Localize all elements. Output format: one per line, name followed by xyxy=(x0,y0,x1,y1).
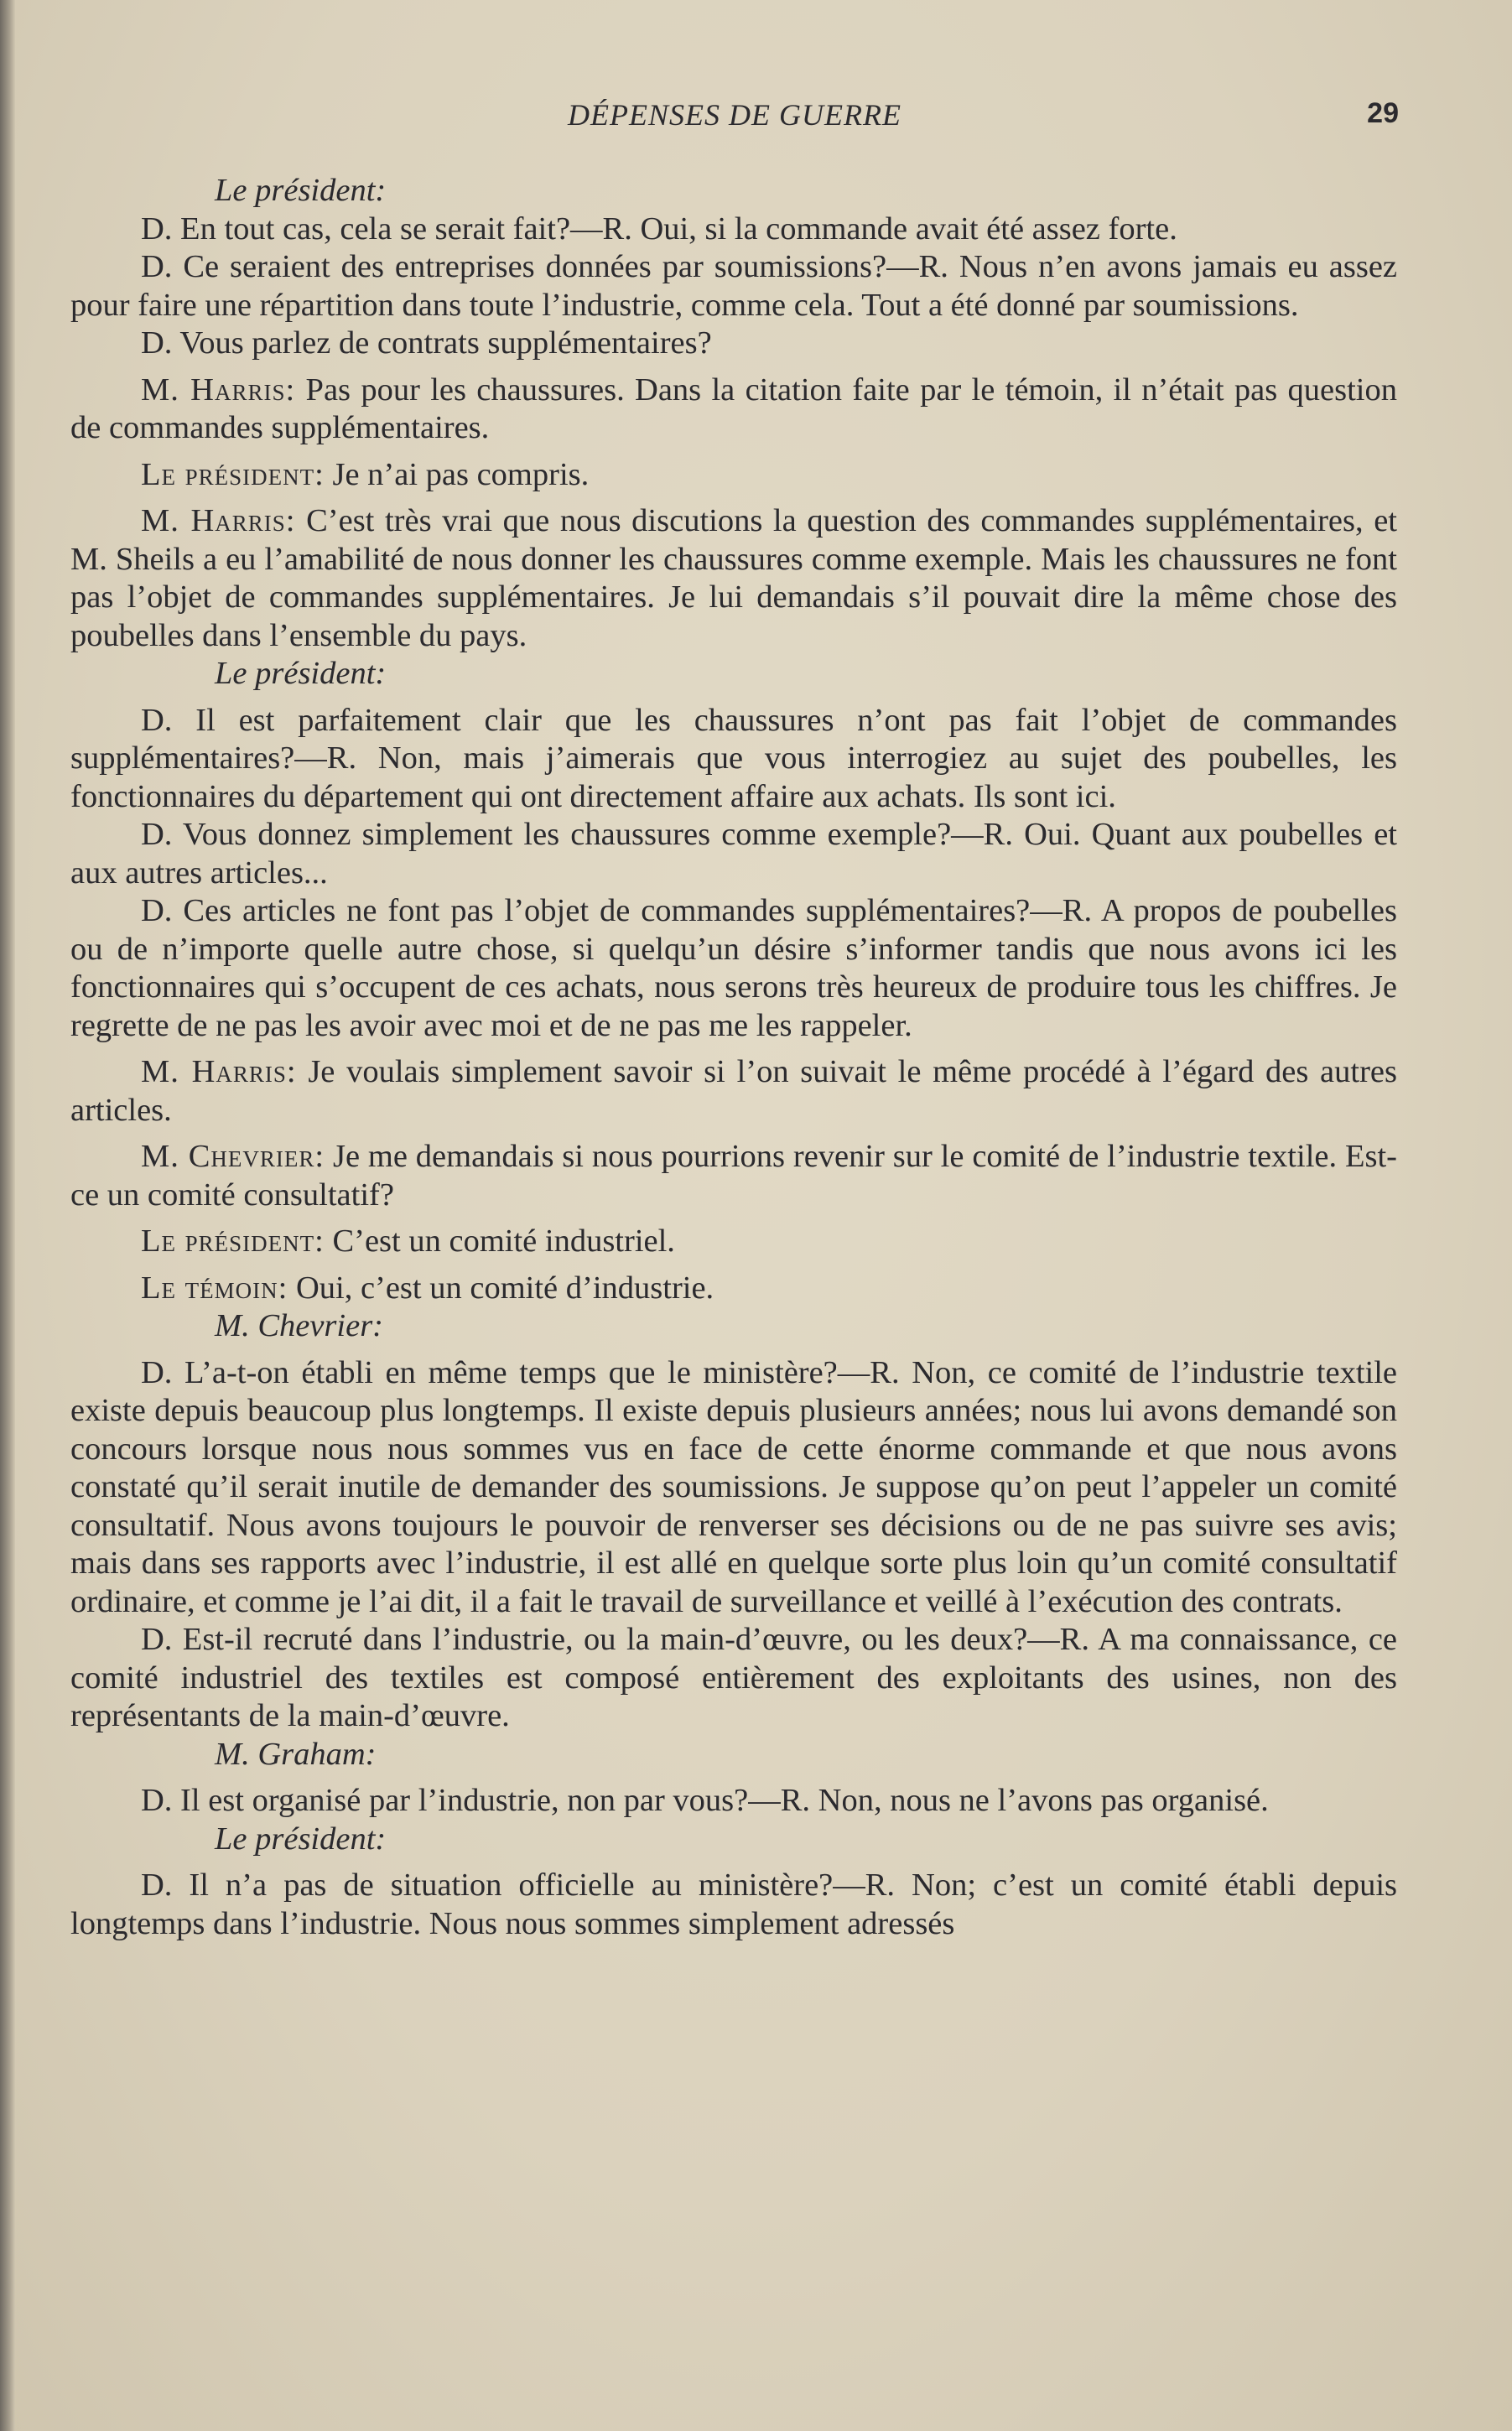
paragraph: D. Est-il recruté dans l’industrie, ou la main-d’œuvre, ou les deux?—R. A ma connaissance, ce comité industriel des textiles est composé entièrement des exploitants des usines, non des représentants de la main-d’œuvre. xyxy=(70,1622,1397,1733)
speaker-name: M. Harris: xyxy=(141,1054,297,1089)
speech-text: C’est très vrai que nous discutions la question des commandes supplémentaires, et M. Sheils a eu l’amabilité de nous donner les chaussures comme exemple. Mais les chaussures ne font pas l’objet de commandes supplémentaires. Je lui demandais s’il pouvait dire la même chose des poubelles dans l’ensemble du pays. xyxy=(70,503,1398,653)
speech-text: Je me demandais si nous pourrions revenir sur le comité de l’industrie textile. Est-ce un comité consultatif? xyxy=(70,1139,1397,1213)
paragraph xyxy=(70,1053,1397,1130)
speaker-heading: Le président: xyxy=(215,656,387,691)
speaker-heading: Le président: xyxy=(215,173,387,208)
paragraph: D. Vous parlez de contrats supplémentaires? xyxy=(141,325,712,361)
paragraph: D. Il est parfaitement clair que les chaussures n’ont pas fait l’objet de commandes supplémentaires?—R. Non, mais j’aimerais que vous interrogiez au sujet des poubelles, les fonctionnaires du département qui ont directement affaire aux achats. Ils sont ici. xyxy=(70,702,1397,814)
binding-edge xyxy=(0,0,15,2431)
paragraph xyxy=(70,371,1397,448)
speaker-name: Le président: xyxy=(141,1223,325,1259)
speaker-heading: Le président: xyxy=(215,1821,387,1857)
running-title: DÉPENSES DE GUERRE xyxy=(568,98,901,132)
paragraph: D. L’a-t-on établi en même temps que le ministère?—R. Non, ce comité de l’industrie textile existe depuis beaucoup plus longtemps. Il existe depuis plusieurs années; nous lui avons demandé son concours lorsque nous nous sommes vus en face de cette énorme commande et que nous avons constaté qu’il serait inutile de demander des soumissions. Je suppose qu’on peut l’appeler un comité consultatif. Nous avons toujours le pouvoir de renverser ses décisions ou de ne pas suivre ses avis; mais dans ses rapports avec l’industrie, il est allé en quelque sorte plus loin qu’un comité consultatif ordinaire, et comme je l’ai dit, il a fait le travail de surveillance et veillé à l’exécution des contrats. xyxy=(70,1354,1397,1619)
paragraph xyxy=(70,1270,1397,1308)
speech-text: Pas pour les chaussures. Dans la citation faite par le témoin, il n’était pas question de commandes supplémentaires. xyxy=(70,371,1397,445)
speech-text: C’est un comité industriel. xyxy=(332,1223,675,1259)
paragraph: D. Ces articles ne font pas l’objet de commandes supplémentaires?—R. A propos de poubelles ou de n’importe quelle autre chose, si quelqu’un désire s’informer tandis que nous avons ici les fonctionnaires qui s’occupent de ces achats, nous serons très heureux de produire tous les chiffres. Je regrette de ne pas les avoir avec moi et de ne pas me les rappeler. xyxy=(70,893,1397,1043)
paragraph: D. Il est organisé par l’industrie, non par vous?—R. Non, nous ne l’avons pas organisé. xyxy=(141,1783,1269,1818)
speaker-name: Le président: xyxy=(141,456,325,492)
speaker-heading: M. Graham: xyxy=(215,1736,377,1772)
paragraph xyxy=(70,456,1397,495)
paragraph: D. En tout cas, cela se serait fait?—R. Oui, si la commande avait été assez forte. xyxy=(141,210,1177,247)
page-header xyxy=(70,97,1399,139)
paragraph xyxy=(70,1223,1397,1261)
paragraph: D. Ce seraient des entreprises données par soumissions?—R. Nous n’en avons jamais eu assez pour faire une répartition dans toute l’industrie, comme cela. Tout a été donné par soumissions. xyxy=(70,249,1397,323)
speech-text: Je voulais simplement savoir si l’on suivait le même procédé à l’égard des autres articles. xyxy=(70,1054,1397,1128)
speaker-name: Le témoin: xyxy=(141,1270,288,1306)
speaker-name: M. Harris: xyxy=(141,371,296,408)
paragraph xyxy=(70,1138,1397,1214)
paragraph xyxy=(70,502,1397,655)
speech-text: Oui, c’est un comité d’industrie. xyxy=(295,1270,714,1306)
paragraph: D. Il n’a pas de situation officielle au ministère?—R. Non; c’est un comité établi depuis longtemps dans l’industrie. Nous nous sommes simplement adressés xyxy=(70,1867,1397,1941)
speech-text: Je n’ai pas compris. xyxy=(332,456,590,492)
speaker-name: M. Harris: xyxy=(141,503,296,538)
body-text xyxy=(70,172,1397,1943)
speaker-name: M. Chevrier: xyxy=(141,1139,325,1174)
paragraph: D. Vous donnez simplement les chaussures comme exemple?—R. Oui. Quant aux poubelles et aux autres articles... xyxy=(70,817,1397,891)
speaker-heading: M. Chevrier: xyxy=(215,1308,383,1343)
page-number: 29 xyxy=(1367,97,1399,129)
